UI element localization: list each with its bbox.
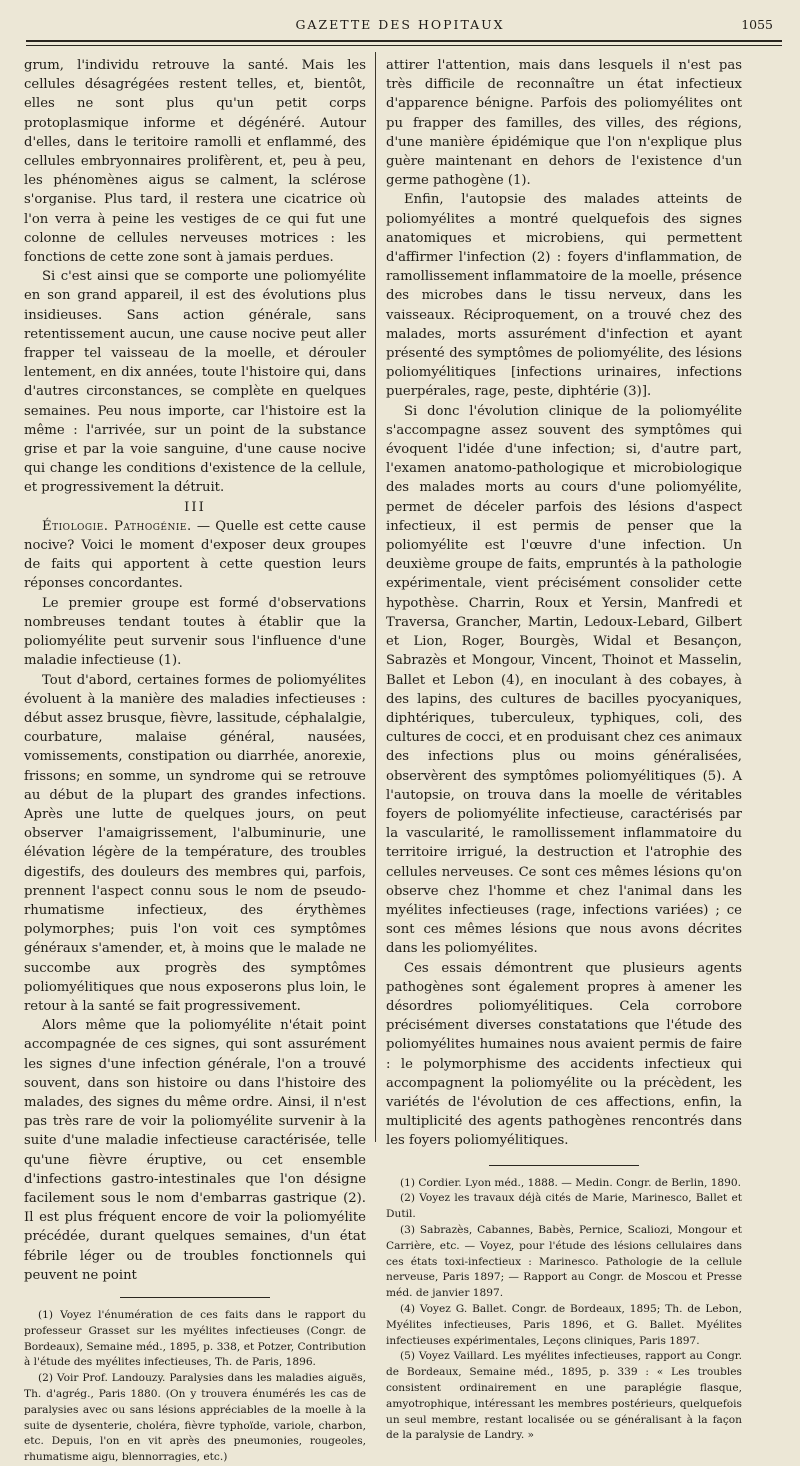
footnote: (1) Cordier. Lyon méd., 1888. — Medin. Congr. de Berlin, 1890. [400,1176,742,1189]
running-header-title: GAZETTE DES HOPITAUX [295,17,505,32]
paragraph: Étiologie. Pathogénie. — Quelle est cette cause nocive? Voici le moment d'exposer deux groupes de faits qui apportent à cette question leurs réponses concordantes. [24,518,366,592]
paragraph: Alors même que la poliomyélite n'était point accompagnée de ces signes, qui sont assurément les signes d'une infection générale, l'on a trouvé souvent, dans son histoire ou dans l'histoire des malades, des signes du même ordre. Ainsi, il n'est pas très rare de voir la poliomyélite survenir à la suite d'une maladie infectieuse caractérisée, telle qu'une fièvre éruptive, ou cet ensemble d'infections gastro-intestinales que l'on désigne facilement sous le nom d'embarras gastrique (2). Il est plus fréquent encore de voir la poliomyélite précédée, durant quelques semaines, d'un état fébrile léger ou de troubles fonctionnels qui peuvent ne point [24,1018,366,1283]
footnotes [386,1176,742,1445]
paragraph: grum, l'individu retrouve la santé. Mais les cellules désagrégées restent telles, et, bientôt, elles ne sont plus qu'un petit corps protoplasmique informe et dégénéré. Autour d'elles, dans le teritoire ramolli et enflammé, des cellules embryonnaires prolifèrent, et, peu à peu, les phénomènes aigus se calment, la sclérose s'organise. Plus tard, il restera une cicatrice où l'on verra à peine les vestiges de ce qui fut une colonne de cellules nerveuses motrices : les fonctions de cette zone sont à jamais perdues. [24,58,366,266]
section-number: III [184,499,206,515]
paragraph: Si donc l'évolution clinique de la poliomyélite s'accompagne assez souvent des symptômes qui évoquent l'idée d'une infection; si, d'autre part, l'examen anatomo-pathologique et microbiologique des malades morts au cours d'une poliomyélite, permet de déceler parfois des lésions d'aspect infectieux, il est permis de penser que la poliomyélite est l'œuvre d'une infection. Un deuxième groupe de faits, empruntés à la pathologie expérimentale, vient précisément consolider cette hypothèse. Charrin, Roux et Yersin, Manfredi et Traversa, Grancher, Martin, Ledoux-Lebard, Gilbert et Lion, Roger, Bourgès, Widal et Besançon, Sabrazès et Mongour, Vincent, Thoinot et Masselin, Ballet et Lebon (4), en inoculant à des cobayes, à des lapins, des cultures de bacilles pyocyaniques, diphtériques, tuberculeux, typhiques, coli, des cultures de cocci, et en produisant chez ces animaux des infections plus ou moins généralisées, observèrent des symptômes poliomyélitiques (5). A l'autopsie, on trouva dans la moelle de véritables foyers de poliomyélite infectieuse, caractérisés par la vascularité, le ramollissement inflammatoire du territoire irrigué, la destruction et l'atrophie des cellules nerveuses. Ce sont ces mêmes lésions qu'on observe chez l'homme et chez l'animal dans les myélites infectieuses (rage, infections variées) ; ce sont ces mêmes lésions que nous avons décrites dans les poliomyélites. [386,403,742,957]
paragraph: Le premier groupe est formé d'observations nombreuses tendant toutes à établir que la poliomyélite peut survenir sous l'influence d'une maladie infectieuse (1). [24,595,366,669]
footnote: (2) Voyez les travaux déjà cités de Marie, Marinesco, Ballet et Dutil. [386,1192,742,1221]
header-rule-thick [26,40,782,42]
paragraph: Ces essais démontrent que plusieurs agents pathogènes sont également propres à amener les désordres poliomyélitiques. Cela corrobore précisément diverses constatations que l'étude des poliomyélites humaines nous avaient permis de faire : le polymorphisme des accidents infectieux qui accompagnent la poliomyélite ou la précèdent, les variétés de l'évolution de ces affections, enfin, la multiplicité des agents pathogènes rencontrés dans les foyers poliomyélitiques. [386,960,742,1149]
footnote: (5) Voyez Vaillard. Les myélites infectieuses, rapport au Congr. de Bordeaux, Semaine méd., 1895, p. 339 : « Les troubles consistent ordinairement en une paraplégie flasque, amyotrophique, intéressant les membres postérieurs, quelquefois un seul membre, restant localisée ou se généralisant à la façon de la paralysie de Landry. » [386,1350,742,1442]
left-column [24,56,366,1466]
footnote: (2) Voir Prof. Landouzy. Paralysies dans les maladies aiguës, Th. d'agrég., Paris 1880. (On y trouvera énumérés les cas de paralysies avec ou sans lésions appréciables de la moelle à la suite de dysenterie, choléra, fièvre typhoïde, variole, charbon, etc. Depuis, l'on en vit après des pneumonies, rougeoles, rhumatisme aigu, blennorragies, etc.) [24,1372,366,1464]
column-divider [375,52,376,1142]
paragraph: Tout d'abord, certaines formes de poliomyélites évoluent à la manière des maladies infectieuses : début assez brusque, fièvre, lassitude, céphalalgie, courbature, malaise général, nausées, vomissements, constipation ou diarrhée, anorexie, frissons; en somme, un syndrome qui se retrouve au début de la plupart des grandes infections. Après une lutte de quelques jours, on peut observer l'amaigrissement, l'albuminurie, une élévation légère de la température, des troubles digestifs, des douleurs des membres qui, parfois, prennent l'aspect connu sous le nom de pseudo-rhumatisme infectieux, des érythèmes polymorphes; puis l'on voit ces symptômes généraux s'amender, et, à moins que le malade ne succombe aux progrès des symptômes poliomyélitiques que nous exposerons plus loin, le retour à la santé se fait progressivement. [24,672,366,1014]
paragraph: Si c'est ainsi que se comporte une poliomyélite en son grand appareil, il est des évolutions plus insidieuses. Sans action générale, sans retentissement aucun, une cause nocive peut aller frapper tel vaisseau de la moelle, et dérouler lentement, en dix années, toute l'histoire qui, dans d'autres circonstances, se complète en quelques semaines. Peu nous importe, car l'histoire est la même : l'arrivée, sur un point de la substance grise et par la voie sanguine, d'une cause nocive qui change les conditions d'existence de la cellule, et progressivement la détruit. [24,269,366,496]
footnote-rule [120,1297,270,1298]
footnote: (4) Voyez G. Ballet. Congr. de Bordeaux, 1895; Th. de Lebon, Myélites infectieuses, Paris 1896, et G. Ballet. Myélites infectieuses expérimentales, Leçons cliniques, Paris 1897. [386,1302,742,1347]
right-column [386,56,742,1444]
footnote-rule [489,1165,639,1166]
footnotes [24,1308,366,1466]
page-number: 1055 [741,17,773,32]
section-heading: Étiologie. Pathogénie. [42,518,192,534]
paragraph: Enfin, l'autopsie des malades atteints de poliomyélites a montré quelquefois des signes anatomiques et microbiens, qui permettent d'affirmer l'infection (2) : foyers d'inflammation, de ramollissement inflammatoire de la moelle, présence des microbes dans le tissu nerveux, dans les vaisseaux. Réciproquement, on a trouvé chez des malades, morts assurément d'infection et ayant présenté des symptômes de poliomyélite, des lésions poliomyélitiques [infections urinaires, infections puerpérales, rage, peste, diphtérie (3)]. [386,192,742,400]
footnote: (1) Voyez l'énumération de ces faits dans le rapport du professeur Grasset sur les myélites infectieuses (Congr. de Bordeaux), Semaine méd., 1895, p. 338, et Potzer, Contribution à l'étude des myélites infectieuses, Th. de Paris, 1896. [24,1309,366,1369]
footnote: (3) Sabrazès, Cabannes, Babès, Pernice, Scaliozi, Mongour et Carrière, etc. — Voyez, pour l'étude des lésions cellulaires dans ces états toxi-infectieux : Marinesco. Pathologie de la cellule nerveuse, Paris 1897; — Rapport au Congr. de Moscou et Presse méd. de janvier 1897. [386,1223,742,1300]
paragraph: attirer l'attention, mais dans lesquels il n'est pas très difficile de reconnaître un état infectieux d'apparence bénigne. Parfois des poliomyélites ont pu frapper des familles, des villes, des régions, d'une manière épidémique que l'on n'explique plus guère maintenant en dehors de l'existence d'un germe pathogène (1). [386,58,742,189]
header-rule-thin [26,45,782,46]
